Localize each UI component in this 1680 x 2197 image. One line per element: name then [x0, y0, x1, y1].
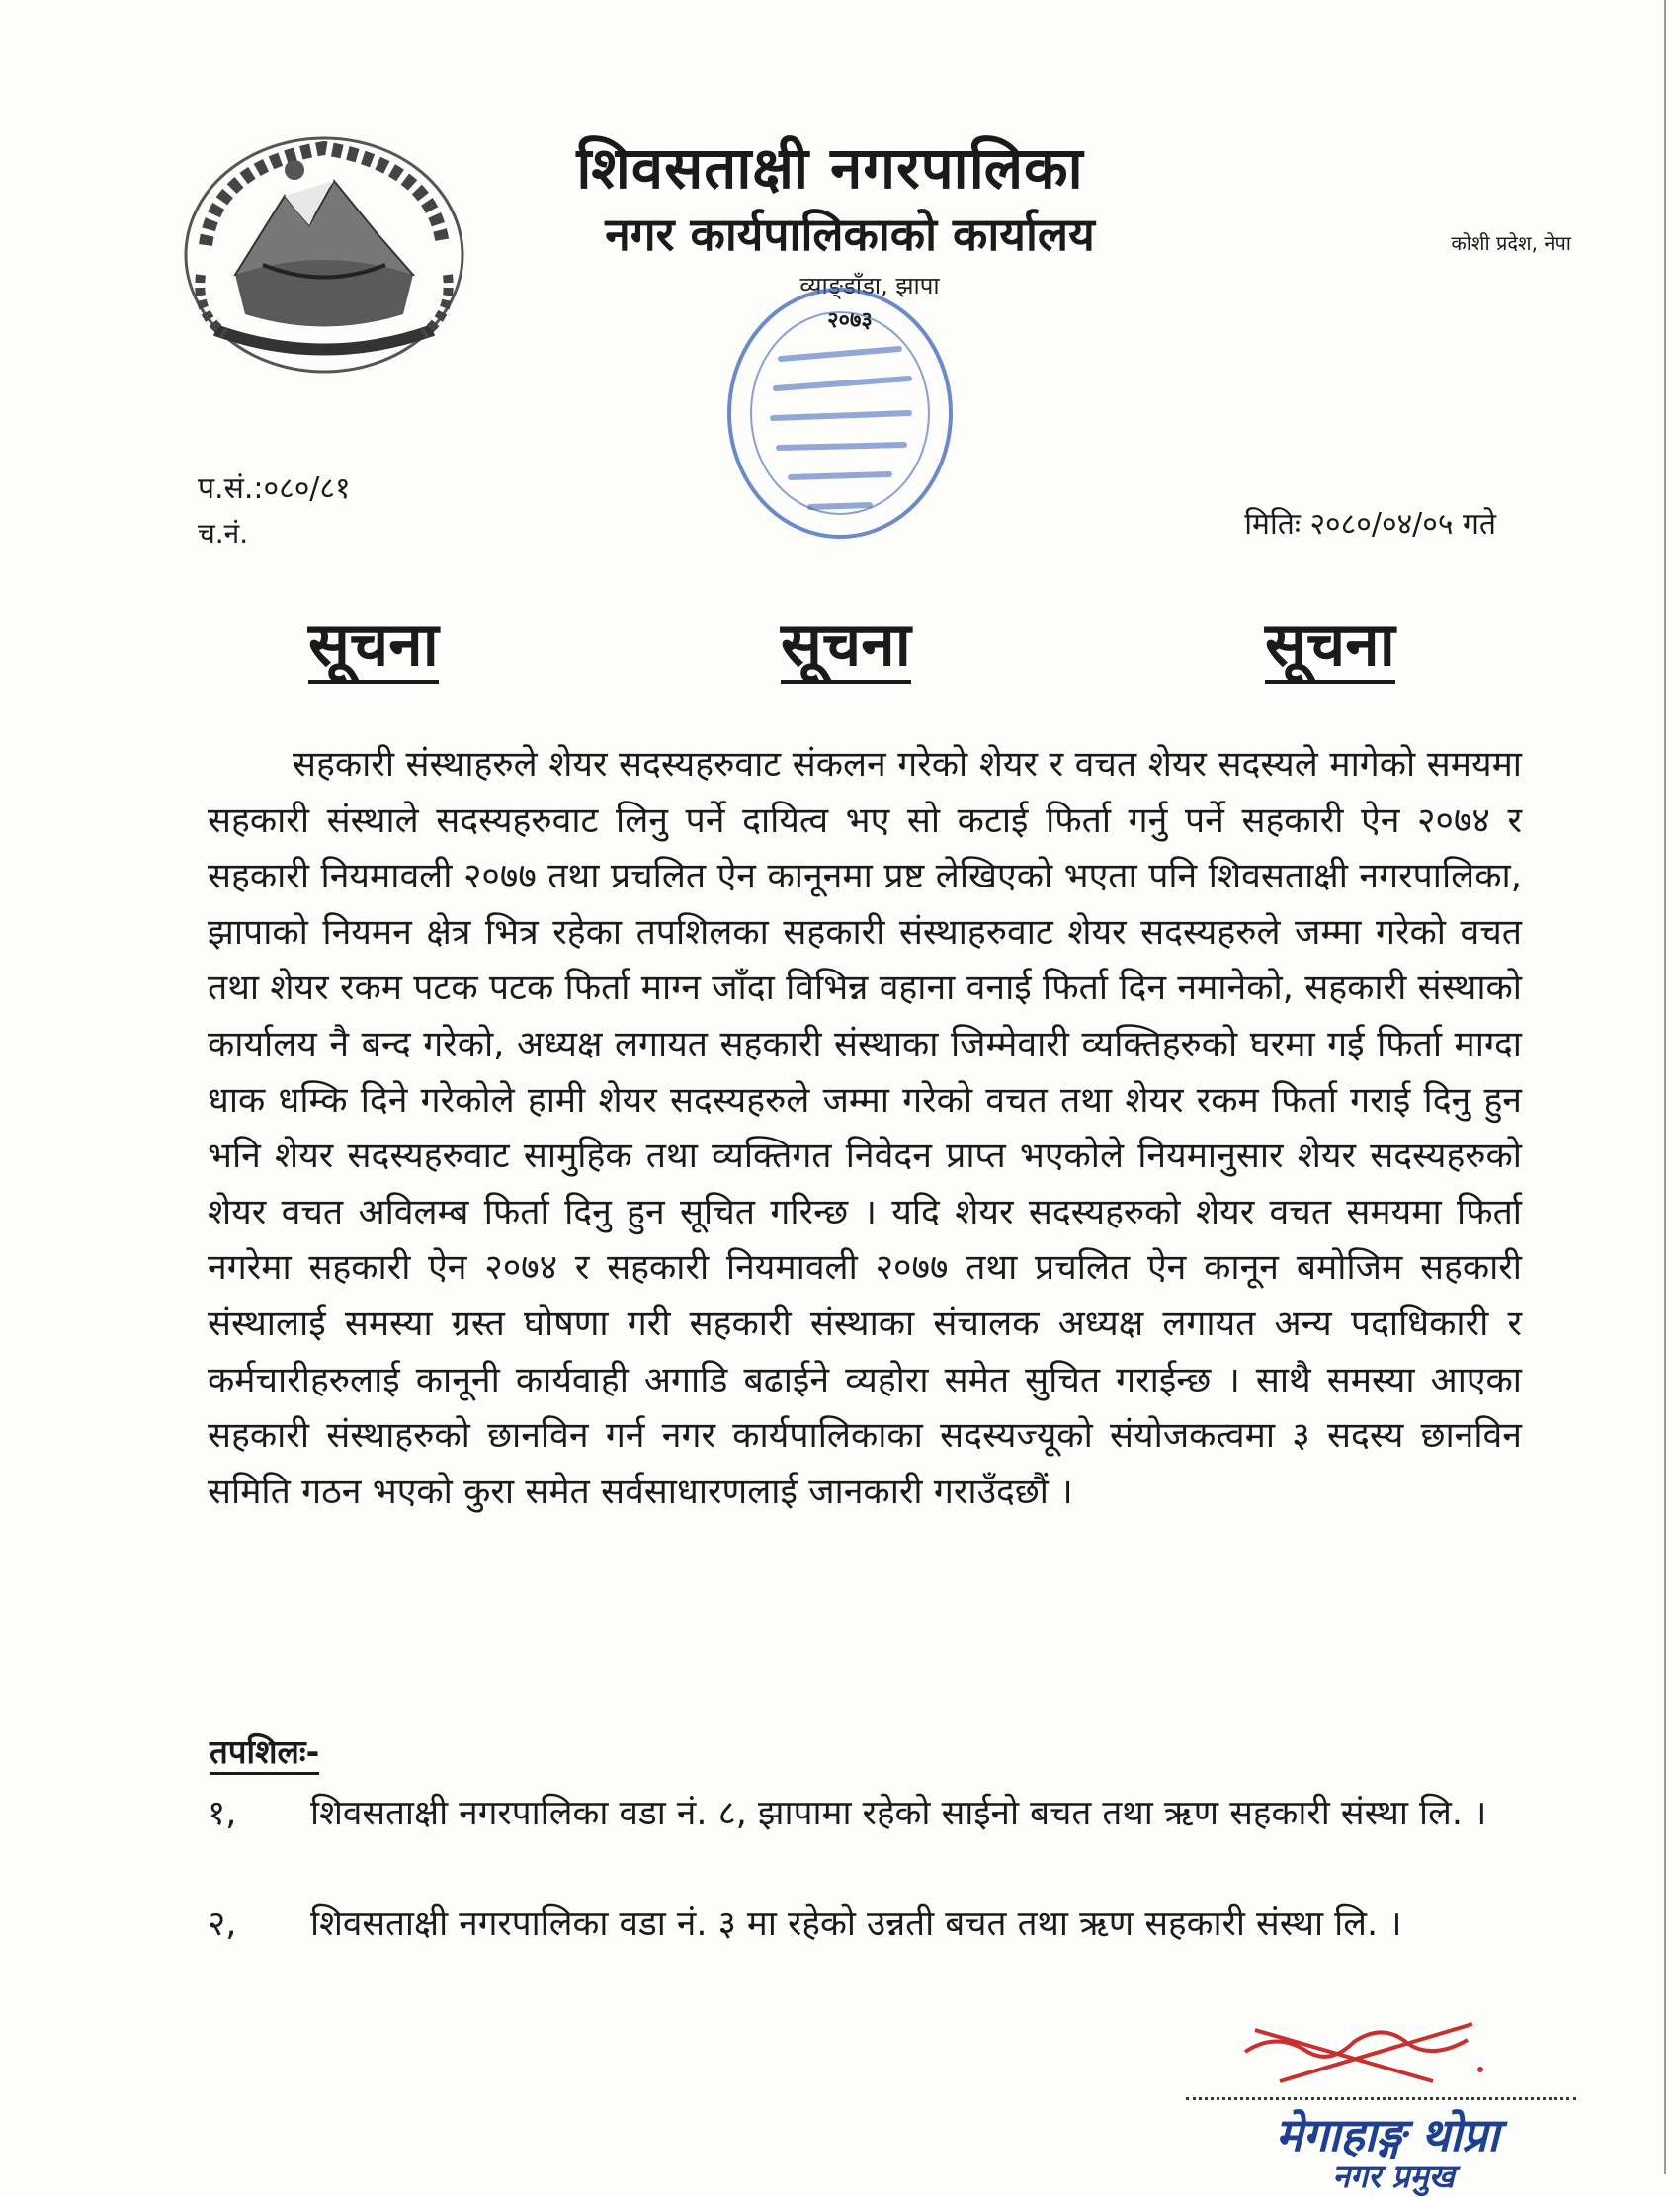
signatory-name: मेगाहाङ्ग थोप्रा [1275, 2108, 1500, 2161]
notice-heading-center: सूचना [781, 611, 911, 684]
office-name: नगर कार्यपालिकाको कार्यालय [605, 208, 1095, 261]
reference-number: प.सं.:०८०/८१ [198, 471, 351, 506]
schedule-item [208, 1784, 1522, 1843]
municipality-name: शिवसताक्षी नगरपालिका [576, 134, 1084, 202]
page-edge-line [1664, 0, 1666, 2174]
schedule-item [208, 1895, 1522, 1954]
province-label: कोशी प्रदेश, नेपा [1451, 231, 1571, 255]
schedule-title: तपशिलः- [210, 1732, 319, 1775]
establishment-year: २०७३ [827, 308, 873, 333]
notice-heading-left: सूचना [308, 611, 439, 684]
schedule-item-number: २, [208, 1904, 237, 1944]
schedule-item-text: शिवसताक्षी नगरपालिका वडा नं. ३ मा रहेको उन्नती बचत तथा ऋण सहकारी संस्था लि. । [310, 1904, 1402, 1944]
signature-line [1186, 2097, 1576, 2100]
dispatch-number: च.नं. [198, 517, 249, 549]
signatory-title: नगर प्रमुख [1332, 2157, 1455, 2195]
notice-date: मितिः २०८०/०४/०५ गते [1244, 507, 1496, 542]
schedule-item-text: शिवसताक्षी नगरपालिका वडा नं. ८, झापामा रहेको साईनो बचत तथा ऋण सहकारी संस्था लि. । [310, 1794, 1487, 1833]
nepal-emblem-icon [176, 127, 472, 383]
schedule-item-number: १, [208, 1794, 237, 1833]
official-stamp-icon [712, 265, 968, 551]
notice-heading-right: सूचना [1265, 611, 1395, 684]
handwritten-signature [1235, 2012, 1492, 2091]
notice-body: सहकारी संस्थाहरुले शेयर सदस्यहरुवाट संकलन गरेको शेयर र वचत शेयर सदस्यले मागेको समयमा सहकारी संस्थाले सदस्यहरुवाट लिनु पर्ने दायित्व भए सो कटाई फिर्ता गर्नु पर्ने सहकारी ऐन २०७४ र सहकारी नियमावली २०७७ तथा प्रचलित ऐन कानूनमा प्रष्ट लेखिएको भएता पनि शिवसताक्षी नगरपालिका, झापाको नियमन क्षेत्र भित्र रहेका तपशिलका सहकारी संस्थाहरुवाट शेयर सदस्यहरुले जम्मा गरेको वचत तथा शेयर रकम पटक पटक फिर्ता माग्न जाँदा विभिन्न वहाना वनाई फिर्ता दिन नमानेको, सहकारी संस्थाको कार्यालय नै बन्द गरेको, अध्यक्ष लगायत सहकारी संस्थाका जिम्मेवारी व्यक्तिहरुको घरमा गई फिर्ता माग्दा धाक धम्कि दिने गरेकोले हामी शेयर सदस्यहरुले जम्मा गरेको वचत तथा शेयर रकम फिर्ता गराई दिनु हुन भनि शेयर सदस्यहरुवाट सामुहिक तथा व्यक्तिगत निवेदन प्राप्त भएकोले नियमानुसार शेयर सदस्यहरुको शेयर वचत अविलम्ब फिर्ता दिनु हुन सूचित गरिन्छ । यदि शेयर सदस्यहरुको शेयर वचत समयमा फिर्ता नगरेमा सहकारी ऐन २०७४ र सहकारी नियमावली २०७७ तथा प्रचलित ऐन कानून बमोजिम सहकारी संस्थालाई समस्या ग्रस्त घोषणा गरी सहकारी संस्थाका संचालक अध्यक्ष लगायत अन्य पदाधिकारी र कर्मचारीहरुलाई कानूनी कार्यवाही अगाडि बढाईने व्यहोरा समेत सुचित गराईन्छ । साथै समस्या आएका सहकारी संस्थाहरुको छानविन गर्न नगर कार्यपालिकाका सदस्यज्यूको संयोजकत्वमा ३ सदस्य छानविन समिति गठन भएको कुरा समेत सर्वसाधारणलाई जानकारी गराउँदछौं । [208, 744, 1522, 1512]
office-address: व्याङ्डाँडा, झापा [799, 272, 940, 299]
